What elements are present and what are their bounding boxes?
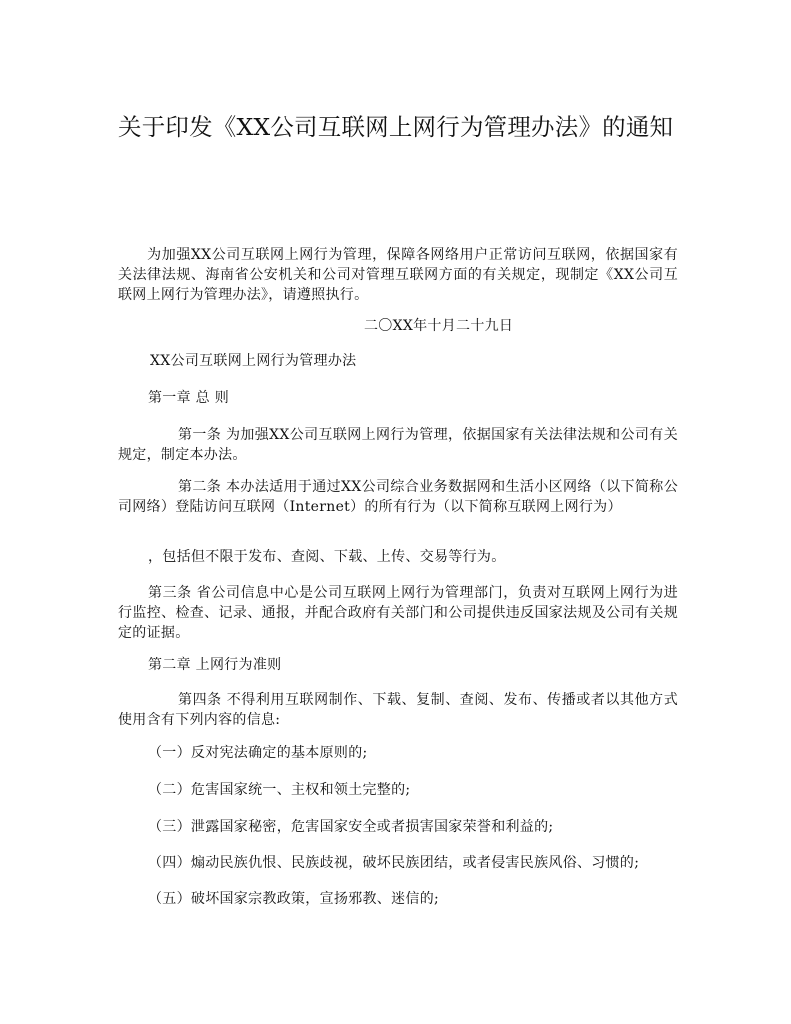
document-date: 二〇XX年十月二十九日	[364, 318, 514, 334]
list-item: （二）危害国家统一、主权和领土完整的;	[148, 782, 411, 798]
article-2: 第二条 本办法适用于通过XX公司综合业务数据网和生活小区网络（以下简称公司网络）登陆访问互联网（Internet）的所有行为（以下简称互联网上网行为）	[118, 479, 678, 515]
chapter-2-heading: 第二章 上网行为准则	[148, 657, 282, 673]
list-item: （四）煽动民族仇恨、民族歧视，破坏民族团结，或者侵害民族风俗、习惯的;	[148, 855, 640, 871]
list-item: （一）反对宪法确定的基本原则的;	[148, 745, 368, 761]
article-3: 第三条 省公司信息中心是公司互联网上网行为管理部门，负责对互联网上网行为进行监控、检查、记录、通报，并配合政府有关部门和公司提供违反国家法规及公司有关规定的证据。	[118, 585, 678, 641]
article-4: 第四条 不得利用互联网制作、下载、复制、查阅、发布、传播或者以其他方式使用含有下列内容的信息:	[118, 692, 678, 728]
list-item: （三）泄露国家秘密，危害国家安全或者损害国家荣誉和利益的;	[148, 819, 554, 835]
list-item: （五）破坏国家宗教政策，宣扬邪教、迷信的;	[148, 891, 440, 907]
article-2-continuation: ，包括但不限于发布、查阅、下载、上传、交易等行为。	[148, 549, 506, 565]
intro-paragraph: 为加强XX公司互联网上网行为管理，保障各网络用户正常访问互联网，依据国家有关法律法规、海南省公安机关和公司对管理互联网方面的有关规定，现制定《XX公司互联网上网行为管理办法》，请遵照执行。	[118, 247, 678, 303]
chapter-1-heading: 第一章 总 则	[148, 390, 229, 406]
rules-title: XX公司互联网上网行为管理办法	[150, 353, 357, 369]
article-1: 第一条 为加强XX公司互联网上网行为管理，依据国家有关法律法规和公司有关规定，制定本办法。	[118, 427, 678, 463]
document-title: 关于印发《XX公司互联网上网行为管理办法》的通知	[118, 113, 674, 141]
